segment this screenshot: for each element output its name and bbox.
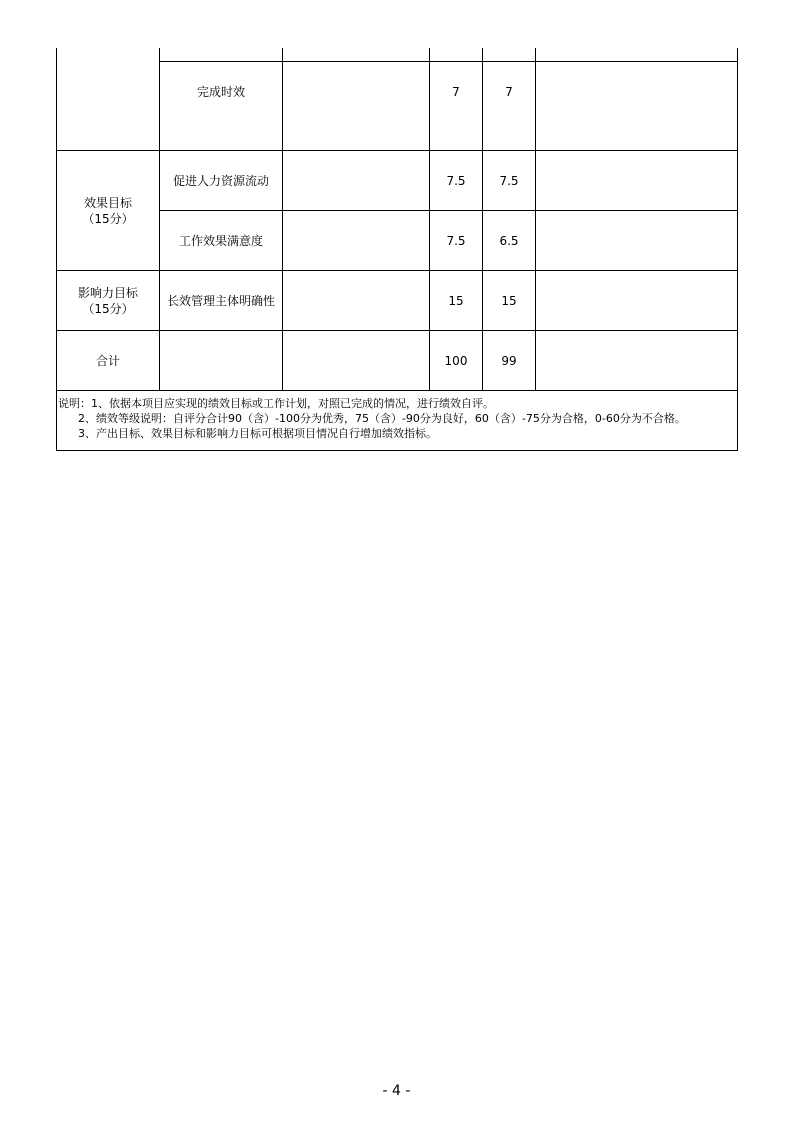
notes-block <box>58 396 738 441</box>
col-line <box>737 48 738 451</box>
category-cell-influence <box>57 271 159 330</box>
self-score-cell <box>483 62 535 122</box>
indicator-label: 完成时效 <box>196 85 245 99</box>
self-score-cell <box>483 271 535 330</box>
self-score-value: 7 <box>505 85 513 99</box>
score-cell <box>430 211 482 270</box>
row-line <box>56 390 738 391</box>
category-points: （15分） <box>82 301 134 316</box>
self-score-cell <box>483 331 535 390</box>
col-line <box>282 48 283 390</box>
score-cell <box>430 151 482 210</box>
total-label-cell <box>57 331 159 390</box>
score-cell <box>430 331 482 390</box>
score-value: 15 <box>448 293 464 308</box>
category-label: 效果目标 <box>83 195 132 210</box>
self-score-value: 6.5 <box>499 233 519 248</box>
note-line-2: 2、绩效等级说明：自评分合计90（含）-100分为优秀，75（含）-90分为良好，60（含）-75分为合格，0-60分为不合格。 <box>78 412 686 425</box>
indicator-cell <box>160 62 282 122</box>
note-line-3: 3、产出目标、效果目标和影响力目标可根据项目情况自行增加绩效指标。 <box>78 427 437 440</box>
note-line-1: 说明：1、依据本项目应实现的绩效目标或工作计划，对照已完成的情况，进行绩效自评。 <box>58 397 494 410</box>
self-score-value: 7.5 <box>499 173 519 188</box>
score-cell <box>430 62 482 122</box>
category-cell-effect <box>57 151 159 270</box>
indicator-cell <box>160 151 282 210</box>
self-score-value: 15 <box>501 293 517 308</box>
category-points: （15分） <box>82 211 134 226</box>
page-number: - 4 - <box>382 1083 411 1099</box>
score-cell <box>430 271 482 330</box>
performance-table <box>0 0 793 455</box>
score-value: 7.5 <box>446 173 466 188</box>
total-label: 合计 <box>95 353 120 368</box>
total-self-score-value: 99 <box>501 353 517 368</box>
self-score-cell <box>483 211 535 270</box>
indicator-label: 长效管理主体明确性 <box>166 293 275 308</box>
indicator-label: 促进人力资源流动 <box>172 173 269 188</box>
self-score-cell <box>483 151 535 210</box>
col-line <box>535 48 536 390</box>
indicator-cell <box>160 211 282 270</box>
indicator-cell <box>160 271 282 330</box>
row-line <box>56 450 738 451</box>
score-value: 7.5 <box>446 233 466 248</box>
score-value: 7 <box>452 85 460 99</box>
total-score-value: 100 <box>444 353 468 368</box>
indicator-label: 工作效果满意度 <box>178 233 263 248</box>
category-label: 影响力目标 <box>77 285 138 300</box>
